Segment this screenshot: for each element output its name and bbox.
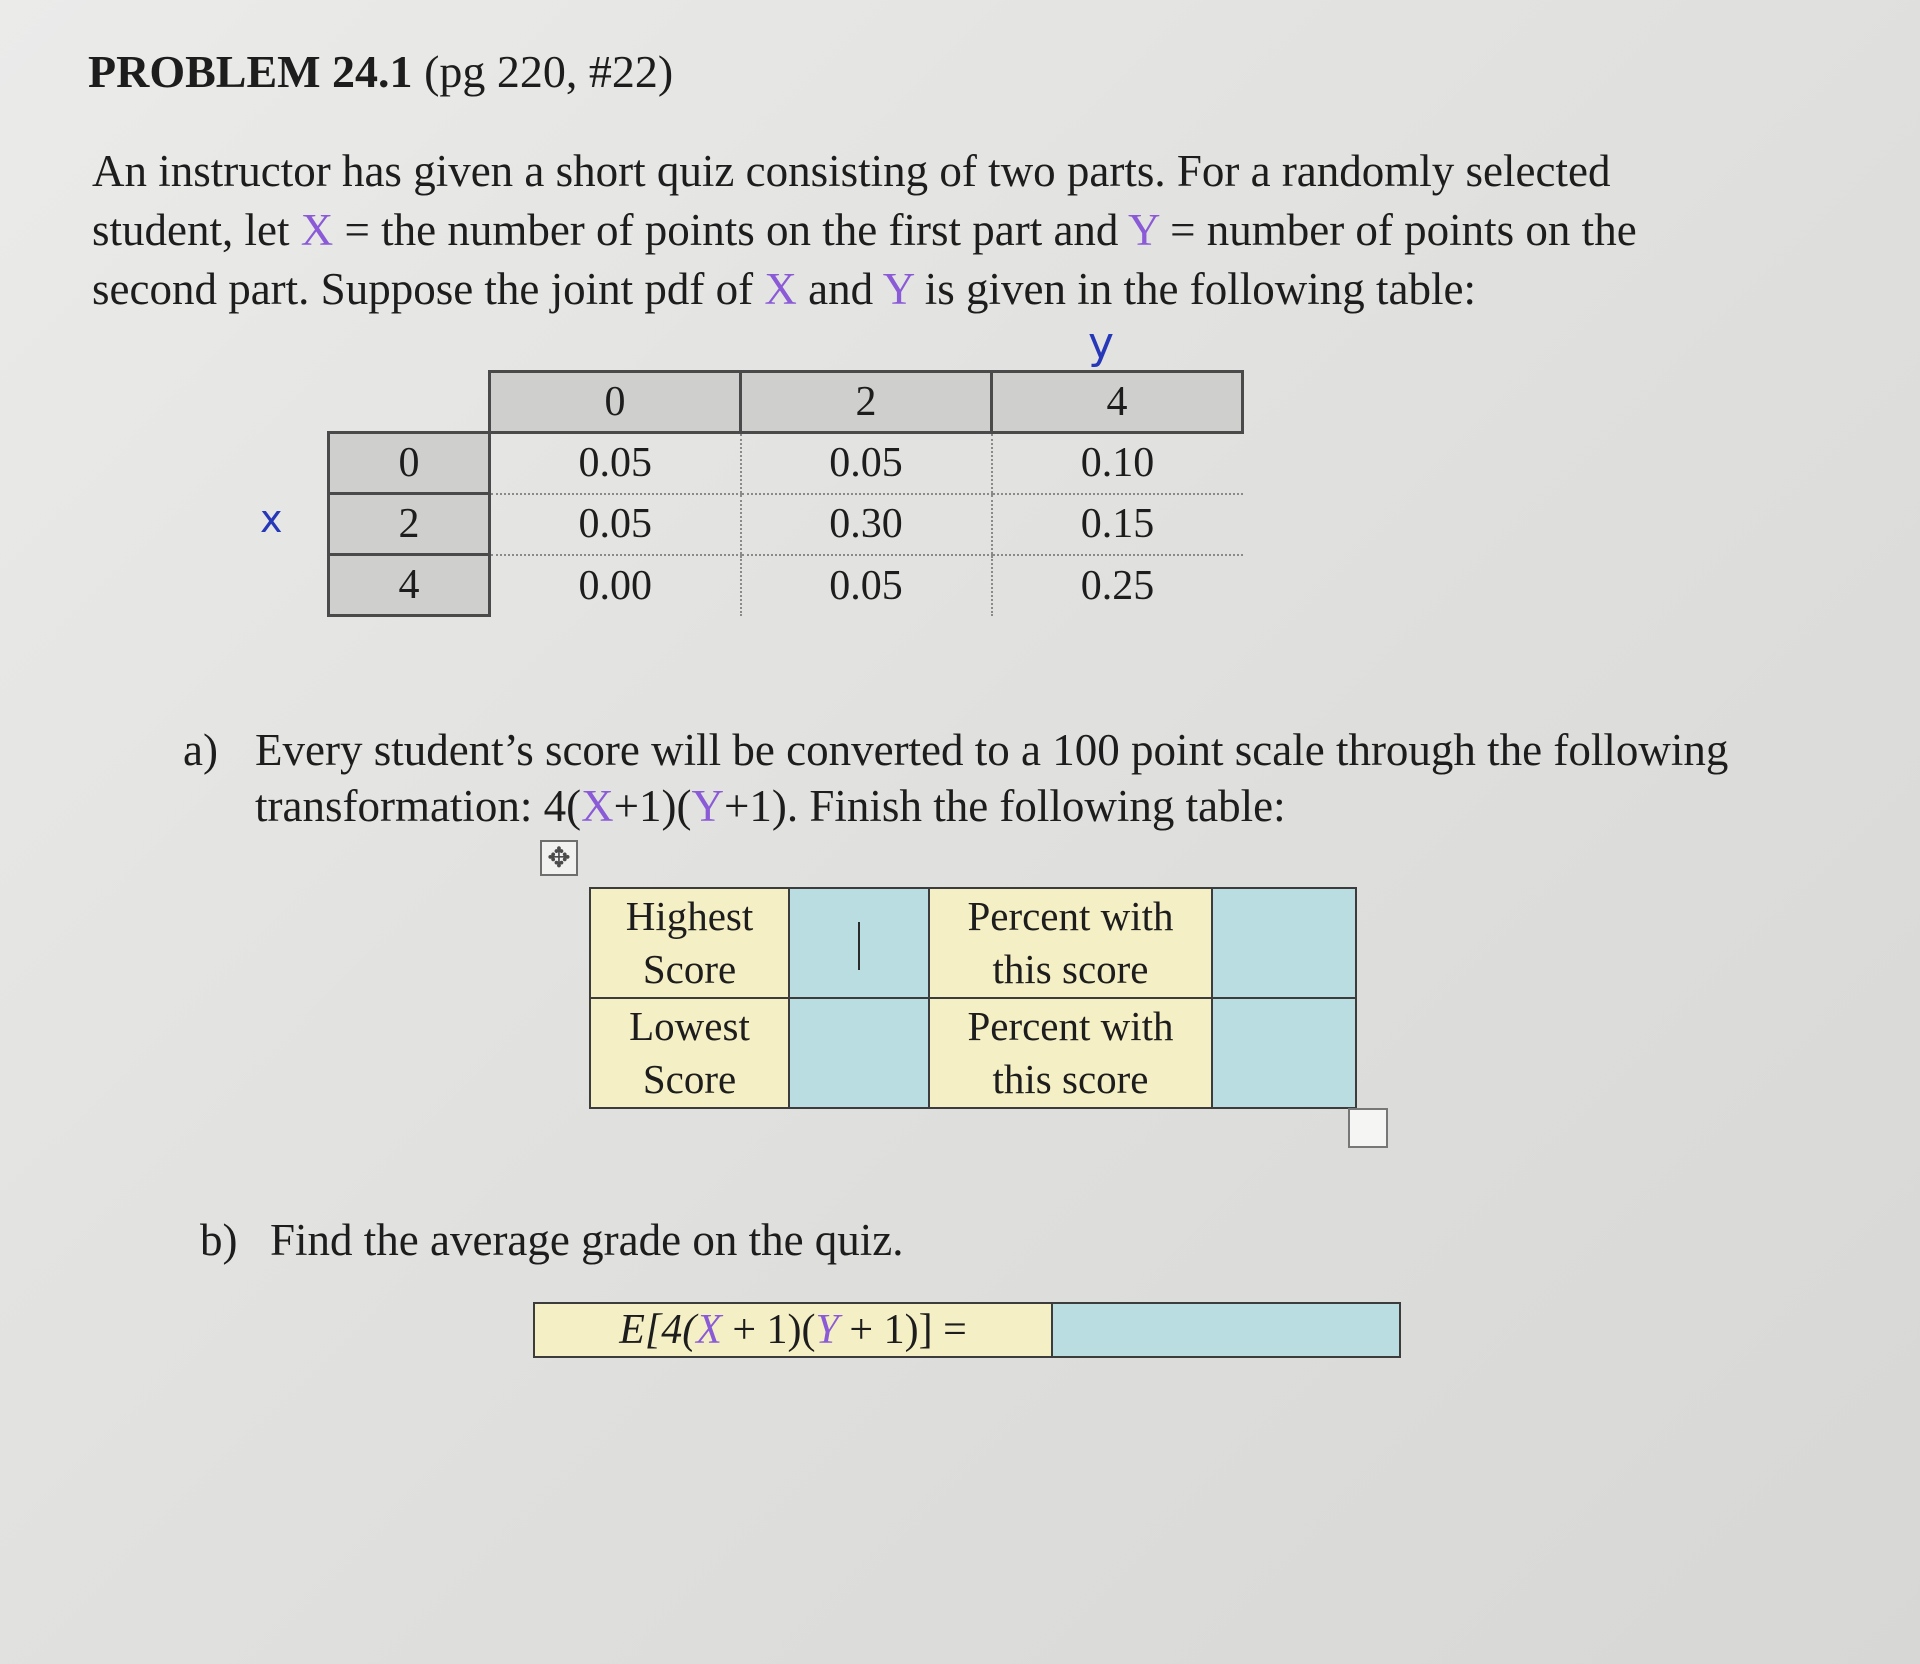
label-line: Score: [642, 1056, 737, 1102]
intro-text: = the number of points on the first part and: [333, 205, 1129, 255]
x-value-cell: 0: [329, 433, 490, 494]
intro-text: = number of points on the: [1158, 205, 1637, 255]
variable-y: Y: [691, 781, 725, 831]
probability-cell: 0.10: [992, 433, 1243, 494]
part-a-line-1: Every student’s score will be converted to a 100 point scale through the following: [255, 725, 1729, 775]
lowest-row: [590, 998, 1356, 1108]
score-table: [589, 887, 1357, 1109]
intro-text: second part. Suppose the joint pdf of: [92, 264, 765, 314]
expected-value-table: [533, 1302, 1401, 1358]
table-move-handle-icon[interactable]: ✥: [540, 840, 578, 876]
highest-row: [590, 888, 1356, 998]
table-row: [329, 433, 1243, 494]
table-resize-checkbox[interactable]: [1348, 1108, 1388, 1148]
variable-y: Y: [815, 1307, 839, 1353]
expr-e: E[4(: [619, 1307, 697, 1353]
lowest-percent-input[interactable]: [1212, 998, 1356, 1108]
probability-cell: 0.05: [490, 433, 741, 494]
part-a-text-span: transformation: 4(: [255, 781, 582, 831]
problem-reference: (pg 220, #22): [424, 46, 674, 97]
probability-cell: 0.05: [490, 494, 741, 555]
x-value-cell: 2: [329, 494, 490, 555]
probability-cell: 0.25: [992, 555, 1243, 616]
variable-y: Y: [1128, 205, 1159, 255]
problem-number: PROBLEM 24.1: [88, 46, 413, 97]
table-row: [329, 555, 1243, 616]
problem-title: [88, 45, 673, 98]
label-line: Percent with: [967, 1003, 1174, 1049]
y-axis-label: y: [1088, 318, 1115, 369]
expected-value-row: [534, 1303, 1400, 1357]
variable-x: X: [764, 264, 797, 314]
label-line: this score: [992, 1056, 1149, 1102]
table-row: [329, 494, 1243, 555]
expr-text: + 1)(: [721, 1307, 816, 1353]
variable-x: X: [300, 205, 334, 255]
intro-text: and: [796, 264, 883, 314]
joint-pdf-table: [327, 370, 1244, 617]
x-axis-label: x: [260, 497, 283, 541]
part-a-text: [255, 722, 1728, 834]
label-line: Score: [642, 946, 737, 992]
part-a-label: a): [183, 725, 218, 775]
part-b-text: Find the average grade on the quiz.: [270, 1215, 904, 1265]
highest-score-input[interactable]: [789, 888, 929, 998]
variable-x: X: [581, 781, 614, 831]
y-value-cell: 0: [490, 372, 741, 433]
lowest-score-input[interactable]: [789, 998, 929, 1108]
y-value-cell: 4: [992, 372, 1243, 433]
highest-score-label: [590, 888, 789, 998]
label-line: this score: [992, 946, 1149, 992]
part-a-text-span: +1)(: [613, 781, 692, 831]
lowest-score-label: [590, 998, 789, 1108]
intro-line-3: [92, 260, 1792, 319]
label-line: Lowest: [629, 1003, 750, 1049]
intro-text: student, let: [92, 205, 301, 255]
expected-value-expression: [534, 1303, 1052, 1357]
highest-percent-input[interactable]: [1212, 888, 1356, 998]
part-a-text-span: +1). Finish the following table:: [724, 781, 1286, 831]
text-cursor: [858, 922, 860, 970]
label-line: Percent with: [967, 893, 1174, 939]
variable-x: X: [696, 1307, 722, 1353]
probability-cell: 0.15: [992, 494, 1243, 555]
problem-intro: [92, 142, 1792, 319]
y-value-cell: 2: [741, 372, 992, 433]
intro-line-2: [92, 201, 1792, 260]
variable-y: Y: [882, 264, 914, 314]
expr-text: + 1)] =: [838, 1307, 967, 1353]
lowest-percent-label: [929, 998, 1212, 1108]
probability-cell: 0.00: [490, 555, 741, 616]
probability-cell: 0.05: [741, 433, 992, 494]
intro-line-1: An instructor has given a short quiz consisting of two parts. For a randomly selected: [92, 146, 1611, 196]
part-a-line-2: [255, 778, 1728, 834]
expected-value-input[interactable]: [1052, 1303, 1400, 1357]
intro-text: is given in the following table:: [913, 264, 1476, 314]
table-corner: [329, 372, 490, 433]
highest-percent-label: [929, 888, 1212, 998]
part-b-label: b): [200, 1215, 238, 1265]
y-header-row: [329, 372, 1243, 433]
probability-cell: 0.30: [741, 494, 992, 555]
probability-cell: 0.05: [741, 555, 992, 616]
label-line: Highest: [625, 893, 754, 939]
x-value-cell: 4: [329, 555, 490, 616]
